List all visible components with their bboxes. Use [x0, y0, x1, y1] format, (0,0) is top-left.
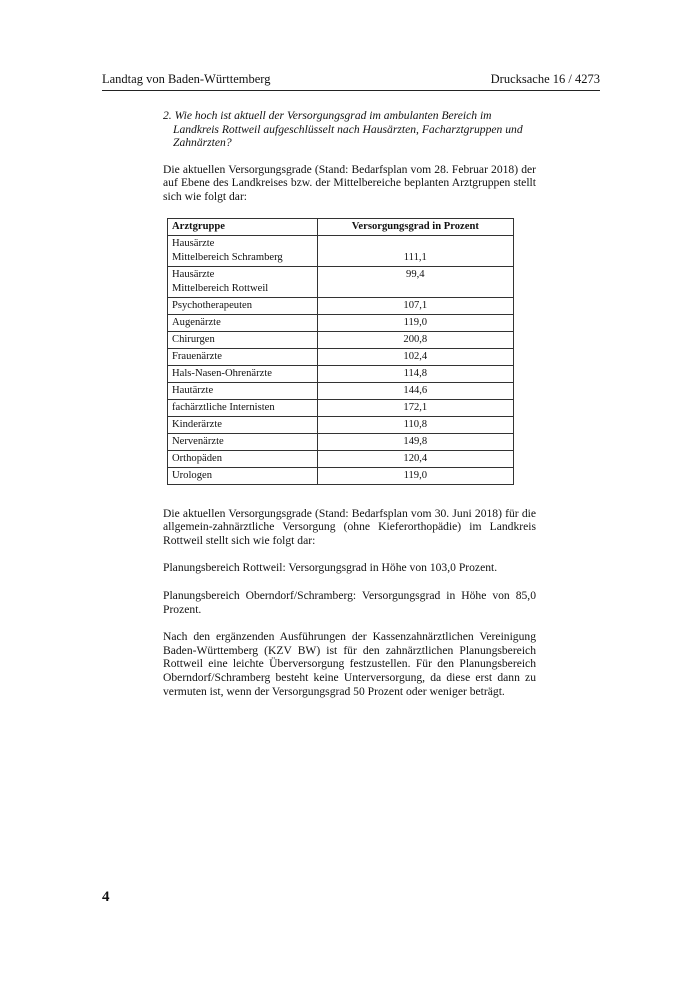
table-cell-arztgruppe: Kinderärzte — [168, 416, 318, 433]
versorgungsgrad-table — [167, 218, 514, 485]
table-header-row — [168, 218, 514, 235]
page-number: 4 — [102, 889, 110, 905]
table-row — [168, 331, 514, 348]
table-row — [168, 382, 514, 399]
arztgruppe-line1: Hausärzte — [172, 237, 215, 249]
table-cell-arztgruppe: Chirurgen — [168, 331, 318, 348]
table-cell-arztgruppe — [168, 266, 318, 297]
header-left: Landtag von Baden-Württemberg — [102, 72, 271, 86]
table-cell-value: 144,6 — [317, 382, 513, 399]
table-row — [168, 467, 514, 484]
table-cell-arztgruppe: Hautärzte — [168, 382, 318, 399]
table-row — [168, 348, 514, 365]
table-cell-arztgruppe: Frauenärzte — [168, 348, 318, 365]
planungsbereich-rottweil: Planungsbereich Rottweil: Versorgungsgrad in Höhe von 103,0 Prozent. — [163, 561, 498, 575]
table-cell-arztgruppe — [168, 235, 318, 266]
table-cell-arztgruppe: Nervenärzte — [168, 433, 318, 450]
column-header-arztgruppe: Arztgruppe — [168, 218, 318, 235]
table-row — [168, 297, 514, 314]
table-row — [168, 399, 514, 416]
table-row — [168, 235, 514, 266]
table-cell-arztgruppe: Orthopäden — [168, 450, 318, 467]
kzv-paragraph: Nach den ergänzenden Ausführungen der Kassenzahnärztlichen Vereinigung Baden-Württemberg (KZV BW) ist für den zahnärztlichen Planungsbereich Rottweil eine leichte Überversorgung festzustellen. Für den Planungsbereich Oberndorf/Schramberg besteht keine Unterversorgung, da diese erst dann zu vermuten ist, wenn der Versorgungsgrad 50 Prozent oder weniger beträgt. — [163, 630, 536, 698]
table-cell-value: 120,4 — [317, 450, 513, 467]
table-cell-value: 119,0 — [317, 467, 513, 484]
table-cell-value: 119,0 — [317, 314, 513, 331]
table-cell-value: 200,8 — [317, 331, 513, 348]
intro-paragraph: Die aktuellen Versorgungsgrade (Stand: Bedarfsplan vom 28. Februar 2018) der auf Ebene des Landkreises bzw. der Mittelbereiche beplanten Arztgruppen stellt sich wie folgt dar: — [163, 162, 536, 203]
table-cell-arztgruppe: Psychotherapeuten — [168, 297, 318, 314]
header-right: Drucksache 16 / 4273 — [490, 72, 600, 86]
table-row — [168, 416, 514, 433]
arztgruppe-line2: Mittelbereich Schramberg — [172, 251, 283, 263]
table-cell-value: 114,8 — [317, 365, 513, 382]
column-header-versorgungsgrad: Versorgungsgrad in Prozent — [317, 218, 513, 235]
arztgruppe-line1: Hausärzte — [172, 268, 215, 280]
table-cell-value: 107,1 — [317, 297, 513, 314]
page-header — [102, 72, 600, 91]
table-cell-value: 102,4 — [317, 348, 513, 365]
zahnaerztliche-paragraph: Die aktuellen Versorgungsgrade (Stand: Bedarfsplan vom 30. Juni 2018) für die allgemein-zahnärztliche Versorgung (ohne Kieferorthopädie) im Landkreis Rottweil stellt sich wie folgt dar: — [163, 506, 536, 547]
table-row — [168, 266, 514, 297]
planungsbereich-oberndorf: Planungsbereich Oberndorf/Schramberg: Versorgungsgrad in Höhe von 85,0 Prozent. — [163, 588, 536, 616]
page-content — [163, 109, 536, 712]
table-row — [168, 450, 514, 467]
table-row — [168, 314, 514, 331]
table-cell-arztgruppe: Augenärzte — [168, 314, 318, 331]
question-text: 2. Wie hoch ist aktuell der Versorgungsgrad im ambulanten Bereich im Landkreis Rottweil aufgeschlüsselt nach Hausärzten, Facharztgruppen und Zahnärzten? — [163, 109, 523, 150]
table-cell-value: 172,1 — [317, 399, 513, 416]
table-cell-value: 110,8 — [317, 416, 513, 433]
table-cell-value: 99,4 — [317, 266, 513, 297]
table-row — [168, 365, 514, 382]
table-cell-arztgruppe: Urologen — [168, 467, 318, 484]
table-cell-arztgruppe: fachärztliche Internisten — [168, 399, 318, 416]
table-cell-value: 149,8 — [317, 433, 513, 450]
table-cell-value: 111,1 — [317, 235, 513, 266]
table-row — [168, 433, 514, 450]
arztgruppe-line2: Mittelbereich Rottweil — [172, 282, 269, 294]
table-cell-arztgruppe: Hals-Nasen-Ohrenärzte — [168, 365, 318, 382]
